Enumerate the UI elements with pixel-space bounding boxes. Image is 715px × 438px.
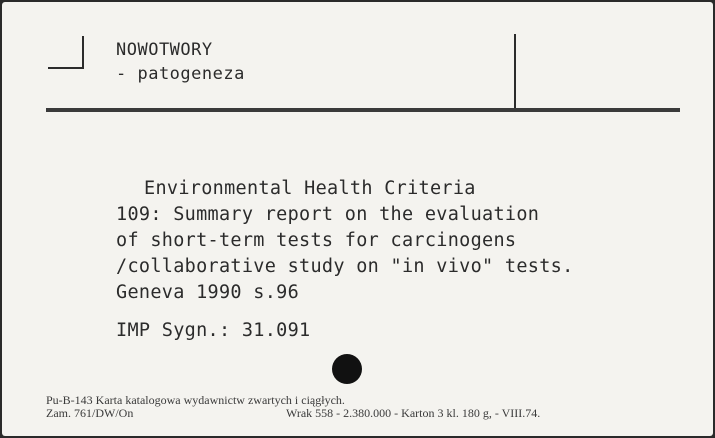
corner-mark-horizontal — [48, 67, 84, 69]
entry-line: 109: Summary report on the evaluation — [116, 204, 540, 225]
corner-mark-vertical — [82, 36, 84, 68]
call-number: IMP Sygn.: 31.091 — [116, 320, 311, 341]
printer-footer-line1: Pu-B-143 Karta katalogowa wydawnictw zwartych i ciągłych. — [46, 393, 345, 407]
entry-line: of short-term tests for carcinogens — [116, 230, 517, 251]
entry-line: Environmental Health Criteria — [144, 178, 476, 199]
catalog-card — [2, 2, 713, 436]
subject-heading: NOWOTWORY — [116, 40, 213, 60]
footer-order-number: Zam. 761/DW/On — [46, 406, 134, 420]
subject-subheading: - patogeneza — [116, 64, 245, 84]
header-divider-vertical — [514, 34, 516, 110]
header-divider-horizontal — [46, 108, 680, 112]
punch-hole — [332, 354, 362, 384]
bibliographic-entry — [116, 176, 574, 306]
footer-print-details: Wrak 558 - 2.380.000 - Karton 3 kl. 180 g, - VIII.74. — [286, 406, 541, 420]
entry-line: Geneva 1990 s.96 — [116, 282, 300, 303]
printer-footer-line2 — [46, 406, 541, 421]
entry-line: /collaborative study on "in vivo" tests. — [116, 256, 574, 277]
